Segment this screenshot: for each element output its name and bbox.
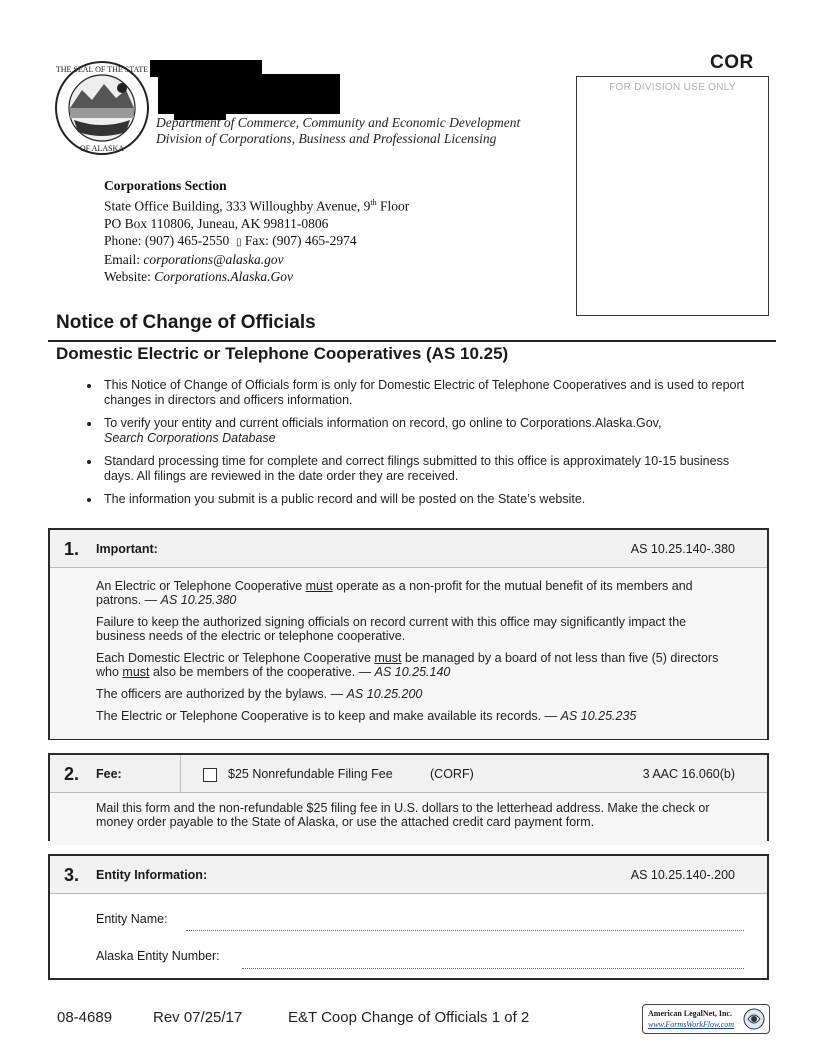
form-number: 08-4689 — [57, 1009, 113, 1026]
form-code: COR — [710, 52, 754, 73]
entity-number-label: Alaska Entity Number: — [96, 949, 220, 963]
email-line: Email: corporations@alaska.gov — [104, 251, 284, 267]
section-body — [50, 568, 767, 739]
email-link[interactable]: corporations@alaska.gov — [143, 251, 284, 267]
department-name: Department of Commerce, Community and Economic Development — [156, 115, 521, 130]
section-header — [50, 755, 767, 793]
fax-icon: ▯ — [236, 236, 242, 248]
form-revision: Rev 07/25/17 — [153, 1009, 243, 1026]
svg-text:OF ALASKA: OF ALASKA — [79, 144, 125, 153]
division-use-label: FOR DIVISION USE ONLY — [609, 82, 736, 93]
section-entity-information — [48, 854, 769, 980]
website-link[interactable]: Corporations.Alaska.Gov — [154, 268, 294, 284]
instructions-list — [86, 378, 751, 515]
list-item: Standard processing time for complete and correct filings submitted to this office is approximately 10-15 business days. All filings are reviewed in the date order they are received. — [86, 454, 751, 484]
section-statute-ref: AS 10.25.140-.380 — [630, 542, 735, 556]
section-number: 1. — [64, 539, 80, 559]
phone-fax-line: Phone: (907) 465-2550 ▯ Fax: (907) 465-2974 — [104, 232, 357, 248]
redaction-block — [158, 74, 340, 114]
list-item: This Notice of Change of Officials form is only for Domestic Electric of Telephone Cooperatives and is used to report changes in directors and officers information. — [86, 378, 751, 408]
division-use-box — [576, 76, 769, 316]
section-header — [50, 530, 767, 568]
globe-icon — [743, 1008, 765, 1030]
fee-code: (CORF) — [430, 767, 474, 781]
section-important — [48, 528, 769, 740]
fee-instructions: Mail this form and the non-refundable $25 filing fee in U.S. dollars to the letterhead address. Make the check or money order payable to the State of Alaska, or use the attached credit card payment form. — [96, 801, 710, 829]
fee-divider — [180, 755, 181, 793]
entity-name-label: Entity Name: — [96, 912, 168, 926]
title-divider — [48, 340, 776, 342]
section-label: Entity Information: — [96, 868, 208, 882]
section-statute-ref: AS 10.25.140-.200 — [630, 868, 735, 882]
important-paragraph: Failure to keep the authorized signing officials on record current with this office may significantly impact the business needs of the electric or telephone cooperative. — [96, 615, 687, 643]
contact-address — [104, 177, 409, 285]
section-header — [50, 856, 767, 894]
important-paragraph: The officers are authorized by the bylaws. — AS 10.25.200 — [96, 687, 423, 701]
important-paragraph: The Electric or Telephone Cooperative is to keep and make available its records. — AS 10.25.235 — [96, 709, 637, 723]
section-body — [50, 793, 767, 845]
section-label: Important: — [96, 542, 158, 556]
logo-company: American LegalNet, Inc. — [648, 1009, 732, 1018]
svg-text:THE SEAL OF THE STATE: THE SEAL OF THE STATE — [55, 65, 149, 74]
list-item: The information you submit is a public record and will be posted on the State’s website. — [86, 492, 751, 507]
legalnet-logo[interactable] — [642, 1004, 770, 1034]
list-item: To verify your entity and current officials information on record, go online to Corporations.Alaska.Gov, Search Corporations Database — [86, 416, 751, 446]
footer-page-title: E&T Coop Change of Officials 1 of 2 — [288, 1009, 530, 1026]
filing-fee-checkbox[interactable] — [203, 768, 217, 782]
section-name: Corporations Section — [104, 178, 227, 193]
section-label: Fee: — [96, 767, 122, 781]
section-fee — [48, 753, 769, 841]
department-block — [156, 115, 520, 147]
website-line: Website: Corporations.Alaska.Gov — [104, 268, 294, 284]
fax-number: (907) 465-2974 — [272, 232, 357, 248]
section-statute-ref: 3 AAC 16.060(b) — [642, 767, 735, 781]
entity-number-field[interactable] — [242, 968, 744, 969]
phone-number: (907) 465-2550 — [144, 232, 230, 248]
page-subtitle: Domestic Electric or Telephone Cooperatives (AS 10.25) — [56, 344, 509, 363]
state-seal-logo — [52, 60, 152, 156]
division-name: Division of Corporations, Business and Professional Licensing — [156, 131, 497, 146]
important-paragraph: An Electric or Telephone Cooperative must operate as a non-profit for the mutual benefit of its members and patrons. — AS 10.25.380 — [96, 579, 693, 607]
section-number: 2. — [64, 764, 80, 784]
entity-name-field[interactable] — [186, 930, 744, 931]
page-title: Notice of Change of Officials — [56, 312, 316, 333]
section-number: 3. — [64, 865, 80, 885]
filing-fee-label: $25 Nonrefundable Filing Fee — [228, 767, 393, 781]
address-line-2: PO Box 110806, Juneau, AK 99811-0806 — [104, 215, 329, 231]
logo-url: www.FormsWorkFlow.com — [648, 1020, 735, 1029]
important-paragraph: Each Domestic Electric or Telephone Cooperative must be managed by a board of not less than five (5) directors who must also be members of the cooperative. — AS 10.25.140 — [96, 651, 719, 679]
address-line-1: State Office Building, 333 Willoughby Avenue, 9th Floor — [104, 198, 410, 214]
